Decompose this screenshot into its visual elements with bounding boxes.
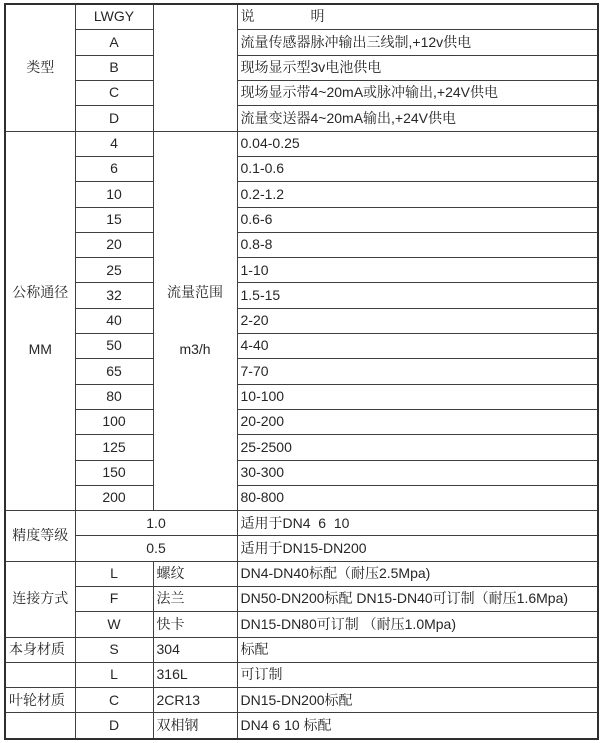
flow-range-value-cell: 0.8-8 <box>237 232 598 257</box>
dn-value-cell: 25 <box>75 258 153 283</box>
type-section-spacer-cell <box>153 4 237 131</box>
flow-range-label-cell <box>153 131 237 510</box>
flow-range-value-cell: 30-300 <box>237 460 598 485</box>
impeller-desc-cell: DN4 6 10 标配 <box>237 713 598 739</box>
connection-code-cell: L <box>75 561 153 586</box>
impeller-code-cell: D <box>75 713 153 739</box>
dn-row <box>5 156 598 181</box>
dn-value-cell: 4 <box>75 131 153 156</box>
flow-range-value-cell: 1-10 <box>237 258 598 283</box>
dn-value-cell: 200 <box>75 485 153 510</box>
type-header-row <box>5 4 598 30</box>
type-desc-cell: 流量传感器脉冲输出三线制,+12v供电 <box>237 30 598 55</box>
connection-desc-cell: DN4-DN40标配（耐压2.5Mpa) <box>237 561 598 586</box>
connection-name-cell: 螺纹 <box>153 561 237 586</box>
flow-range-label-line1: 流量范围 <box>167 284 223 301</box>
dn-value-cell: 80 <box>75 384 153 409</box>
impeller-code-cell: C <box>75 688 153 713</box>
impeller-material-row <box>5 713 598 739</box>
dn-value-cell: 65 <box>75 359 153 384</box>
connection-desc-cell: DN50-DN200标配 DN15-DN40可订制（耐压1.6Mpa) <box>237 587 598 612</box>
flow-range-value-cell: 80-800 <box>237 485 598 510</box>
dn-row <box>5 258 598 283</box>
flow-range-value-cell: 4-40 <box>237 334 598 359</box>
dn-row <box>5 182 598 207</box>
dn-value-cell: 125 <box>75 435 153 460</box>
connection-row <box>5 561 598 586</box>
flow-range-value-cell: 0.04-0.25 <box>237 131 598 156</box>
dn-row <box>5 460 598 485</box>
flow-range-value-cell: 1.5-15 <box>237 283 598 308</box>
impeller-code-cell: L <box>75 662 153 687</box>
dn-value-cell: 10 <box>75 182 153 207</box>
flow-range-value-cell: 0.2-1.2 <box>237 182 598 207</box>
connection-row <box>5 612 598 637</box>
type-code-cell: C <box>75 81 153 106</box>
description-header-cell: 说 明 <box>237 4 598 30</box>
type-row-c <box>5 81 598 106</box>
type-code-cell: A <box>75 30 153 55</box>
connection-name-cell: 快卡 <box>153 612 237 637</box>
accuracy-section-label: 精度等级 <box>5 511 75 562</box>
dn-row <box>5 283 598 308</box>
type-row-d <box>5 106 598 131</box>
type-code-cell: D <box>75 106 153 131</box>
dn-row <box>5 131 598 156</box>
impeller-desc-cell: 可订制 <box>237 662 598 687</box>
body-material-row <box>5 637 598 662</box>
dn-row <box>5 308 598 333</box>
flow-range-value-cell: 7-70 <box>237 359 598 384</box>
accuracy-row <box>5 536 598 561</box>
type-desc-cell: 现场显示带4~20mA或脉冲输出,+24V供电 <box>237 81 598 106</box>
dn-value-cell: 15 <box>75 207 153 232</box>
impeller-name-cell: 双相钢 <box>153 713 237 739</box>
dn-row <box>5 384 598 409</box>
connection-row <box>5 587 598 612</box>
accuracy-desc-cell: 适用于DN15-DN200 <box>237 536 598 561</box>
dn-value-cell: 100 <box>75 409 153 434</box>
dn-value-cell: 20 <box>75 232 153 257</box>
connection-desc-cell: DN15-DN80可订制 （耐压1.0Mpa) <box>237 612 598 637</box>
connection-code-cell: F <box>75 587 153 612</box>
body-material-section-label: 本身材质 <box>5 637 75 662</box>
dn-row <box>5 232 598 257</box>
type-desc-cell: 现场显示型3v电池供电 <box>237 55 598 80</box>
dn-row <box>5 435 598 460</box>
type-row-b <box>5 55 598 80</box>
connection-section-label: 连接方式 <box>5 561 75 637</box>
accuracy-row <box>5 511 598 536</box>
flow-range-label-line2: m3/h <box>179 341 211 358</box>
connection-name-cell: 法兰 <box>153 587 237 612</box>
diameter-label-line2: MM <box>28 341 52 358</box>
type-desc-cell: 流量变送器4~20mA输出,+24V供电 <box>237 106 598 131</box>
flow-range-value-cell: 20-200 <box>237 409 598 434</box>
accuracy-class-cell: 0.5 <box>75 536 237 561</box>
body-material-desc-cell: 标配 <box>237 637 598 662</box>
connection-code-cell: W <box>75 612 153 637</box>
dn-value-cell: 150 <box>75 460 153 485</box>
dn-value-cell: 40 <box>75 308 153 333</box>
body-material-code-cell: S <box>75 637 153 662</box>
flow-range-value-cell: 0.6-6 <box>237 207 598 232</box>
impeller-material-row <box>5 688 598 713</box>
impeller-name-cell: 316L <box>153 662 237 687</box>
flowmeter-spec-table <box>4 3 599 740</box>
flow-range-value-cell: 0.1-0.6 <box>237 156 598 181</box>
diameter-label-line1: 公称通径 <box>12 284 69 301</box>
type-code-cell: B <box>75 55 153 80</box>
type-section-label: 类型 <box>5 4 75 131</box>
impeller-empty-label-cell <box>5 713 75 739</box>
body-material-name-cell: 304 <box>153 637 237 662</box>
dn-value-cell: 32 <box>75 283 153 308</box>
impeller-name-cell: 2CR13 <box>153 688 237 713</box>
dn-row <box>5 207 598 232</box>
accuracy-class-cell: 1.0 <box>75 511 237 536</box>
flow-range-value-cell: 10-100 <box>237 384 598 409</box>
dn-row <box>5 485 598 510</box>
dn-row <box>5 334 598 359</box>
impeller-section-label: 叶轮材质 <box>5 688 75 713</box>
diameter-section-label <box>5 131 75 510</box>
model-code-cell: LWGY <box>75 4 153 30</box>
dn-row <box>5 359 598 384</box>
dn-value-cell: 50 <box>75 334 153 359</box>
impeller-empty-label-cell <box>5 662 75 687</box>
accuracy-desc-cell: 适用于DN4 6 10 <box>237 511 598 536</box>
impeller-desc-cell: DN15-DN200标配 <box>237 688 598 713</box>
flow-range-value-cell: 2-20 <box>237 308 598 333</box>
flow-range-value-cell: 25-2500 <box>237 435 598 460</box>
impeller-material-row <box>5 662 598 687</box>
type-row-a <box>5 30 598 55</box>
dn-value-cell: 6 <box>75 156 153 181</box>
dn-row <box>5 409 598 434</box>
